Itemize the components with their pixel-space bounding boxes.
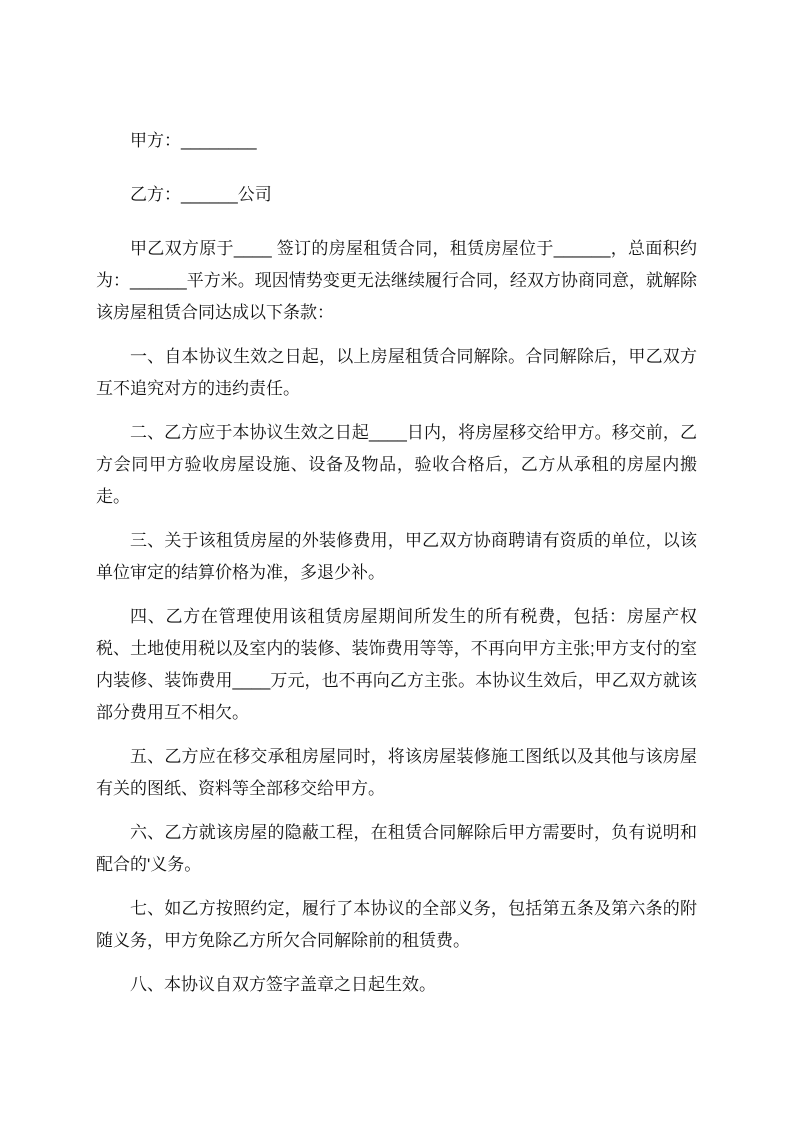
clause-paragraph-6: 六、乙方就该房屋的隐蔽工程，在租赁合同解除后甲方需要时，负有说明和配合的'义务。 xyxy=(96,823,697,874)
clause-paragraph-1: 一、自本协议生效之日起，以上房屋租赁合同解除。合同解除后，甲乙双方互不追究对方的违约责任。 xyxy=(96,347,697,398)
intro-paragraph: 甲乙双方原于____ 签订的房屋租赁合同，租赁房屋位于______，总面积约为：______平方米。现因情势变更无法继续履行合同，经双方协商同意，就解除该房屋租赁合同达成以下条款： xyxy=(96,239,697,322)
clause-paragraph-8: 八、本协议自双方签字盖章之日起生效。 xyxy=(130,975,436,994)
clause-paragraph-2: 二、乙方应于本协议生效之日起____日内，将房屋移交给甲方。移交前，乙方会同甲方验收房屋设施、设备及物品，验收合格后，乙方从承租的房屋内搬走。 xyxy=(96,423,697,506)
clause-paragraph-4: 四、乙方在管理使用该租赁房屋期间所发生的所有税费，包括：房屋产权税、土地使用税以及室内的装修、装饰费用等等，不再向甲方主张;甲方支付的室内装修、装饰费用____万元，也不再向乙方主张。本协议生效后，甲乙双方就该部分费用互不相欠。 xyxy=(96,607,697,722)
party-b-line: 乙方：______公司 xyxy=(130,185,272,204)
clause-paragraph-7: 七、如乙方按照约定，履行了本协议的全部义务，包括第五条及第六条的附随义务，甲方免除乙方所欠合同解除前的租赁费。 xyxy=(96,899,697,950)
clause-paragraph-5: 五、乙方应在移交承租房屋同时，将该房屋装修施工图纸以及其他与该房屋有关的图纸、资料等全部移交给甲方。 xyxy=(96,747,697,798)
clause-paragraph-3: 三、关于该租赁房屋的外装修费用，甲乙双方协商聘请有资质的单位，以该单位审定的结算价格为准，多退少补。 xyxy=(96,531,697,582)
party-a-line: 甲方：________ xyxy=(130,131,257,150)
